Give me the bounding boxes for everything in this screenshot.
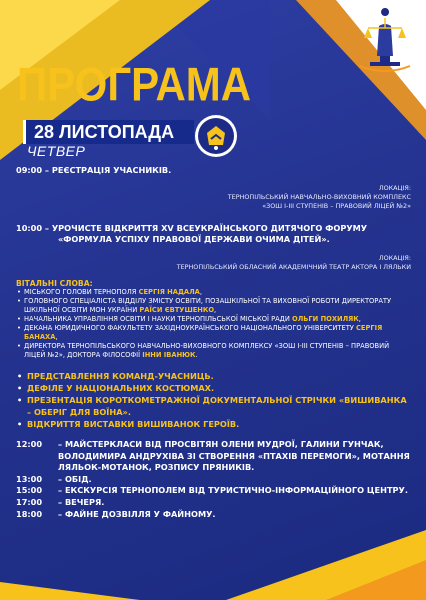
list-item: • ГОЛОВНОГО СПЕЦІАЛІСТА ВІДДІЛУ ЗМІСТУ ОСВІТИ, ПОЗАШКІЛЬНОЇ ТА ВИХОВНОЇ РОБОТИ ДИРЕКТОРАТУ ШКІЛЬНОЇ ОСВІТИ МОН УКРАЇНИ РАЇСИ ЄВТУШЕНКО, [16, 297, 411, 315]
schedule-item: 15:00 – ЕКСКУРСІЯ ТЕРНОПОЛЕМ ВІД ТУРИСТИЧНО-ІНФОРМАЦІЙНОГО ЦЕНТРУ. [16, 485, 408, 496]
greetings-title: ВІТАЛЬНІ СЛОВА: [16, 279, 93, 288]
list-item: • ВІДКРИТТЯ ВИСТАВКИ ВИШИВАНОК ГЕРОЇВ. [16, 418, 411, 430]
schedule-list [16, 439, 411, 520]
forum-emblem-icon [193, 113, 239, 159]
weekday-text: ЧЕТВЕР [27, 143, 86, 159]
schedule-item: 12:00 – МАЙСТЕРКЛАСИ ВІД ПРОСВІТЯН ОЛЕНИ МУДРОЇ, ГАЛИНИ ГУНЧАК, ВОЛОДИМИРА АНДРУХІВА ЗІ СТВОРЕННЯ «ПТАХІВ ПЕРЕМОГИ», МОТАННЯ ЛЯЛЬОК-МОТАНОК, РОЗПИСУ ПРЯНИКІВ. [16, 439, 410, 473]
activities-list [16, 370, 411, 430]
schedule-item-opening: 10:00 – УРОЧИСТЕ ВІДКРИТТЯ XV ВСЕУКРАЇНСЬКОГО ДИТЯЧОГО ФОРУМУ «ФОРМУЛА УСПІХУ ПРАВОВОЇ ДЕРЖАВИ ОЧИМА ДІТЕЙ». [16, 223, 368, 244]
list-item: • ДИРЕКТОРА ТЕРНОПІЛЬСЬКОГО НАВЧАЛЬНО-ВИХОВНОГО КОМПЛЕКСУ «ЗОШ І-ІІІ СТУПЕНІВ – ПРАВОВИЙ ЛІЦЕЙ №2», ДОКТОРА ФІЛОСОФІЇ ІННИ ІВАНЮК. [16, 342, 411, 360]
decor-triangle [0, 582, 140, 600]
list-item: • ДЕКАНА ЮРИДИЧНОГО ФАКУЛЬТЕТУ ЗАХІДНОУКРАЇНСЬКОГО НАЦІОНАЛЬНОГО УНІВЕРСИТЕТУ СЕРГІЯ БАНАХА, [16, 324, 411, 342]
date-text: 28 ЛИСТОПАДА [34, 122, 175, 142]
schedule-item-registration: 09:00 – РЕЄСТРАЦІЯ УЧАСНИКІВ. [16, 165, 172, 175]
page-title: ПРОГРАМА [17, 58, 252, 111]
lady-justice-icon [356, 6, 414, 74]
schedule-item: 17:00 – ВЕЧЕРЯ. [16, 496, 105, 507]
list-item: • МІСЬКОГО ГОЛОВИ ТЕРНОПОЛЯ СЕРГІЯ НАДАЛА, [16, 288, 411, 297]
list-item: • ДЕФІЛЕ У НАЦІОНАЛЬНИХ КОСТЮМАХ. [16, 382, 411, 394]
schedule-item: 18:00 – ФАЙНЕ ДОЗВІЛЛЯ У ФАЙНОМУ. [16, 508, 216, 519]
date-banner [23, 120, 194, 144]
location-1: ЛОКАЦІЯ: ТЕРНОПІЛЬСЬКИЙ НАВЧАЛЬНО-ВИХОВНИЙ КОМПЛЕКС «ЗОШ І-ІІІ СТУПЕНІВ – ПРАВОВИЙ ЛІЦЕЙ №2» [227, 184, 411, 210]
schedule-item: 13:00 – ОБІД. [16, 473, 92, 484]
list-item: • ПРЕДСТАВЛЕННЯ КОМАНД-УЧАСНИЦЬ. [16, 370, 411, 382]
decor-triangle [326, 560, 426, 600]
greetings-list [16, 288, 411, 360]
list-item: • ПРЕЗЕНТАЦІЯ КОРОТКОМЕТРАЖНОЇ ДОКУМЕНТАЛЬНОЇ СТРІЧКИ «ВИШИВАНКА – ОБЕРІГ ДЛЯ ВОЇНА». [16, 394, 411, 418]
list-item: • НАЧАЛЬНИКА УПРАВЛІННЯ ОСВІТИ І НАУКИ ТЕРНОПІЛЬСЬКОЇ МІСЬКОЇ РАДИ ОЛЬГИ ПОХИЛЯК, [16, 315, 411, 324]
location-2: ЛОКАЦІЯ: ТЕРНОПІЛЬСЬКИЙ ОБЛАСНИЙ АКАДЕМІЧНИЙ ТЕАТР АКТОРА І ЛЯЛЬКИ [176, 254, 411, 271]
program-content [16, 165, 411, 520]
